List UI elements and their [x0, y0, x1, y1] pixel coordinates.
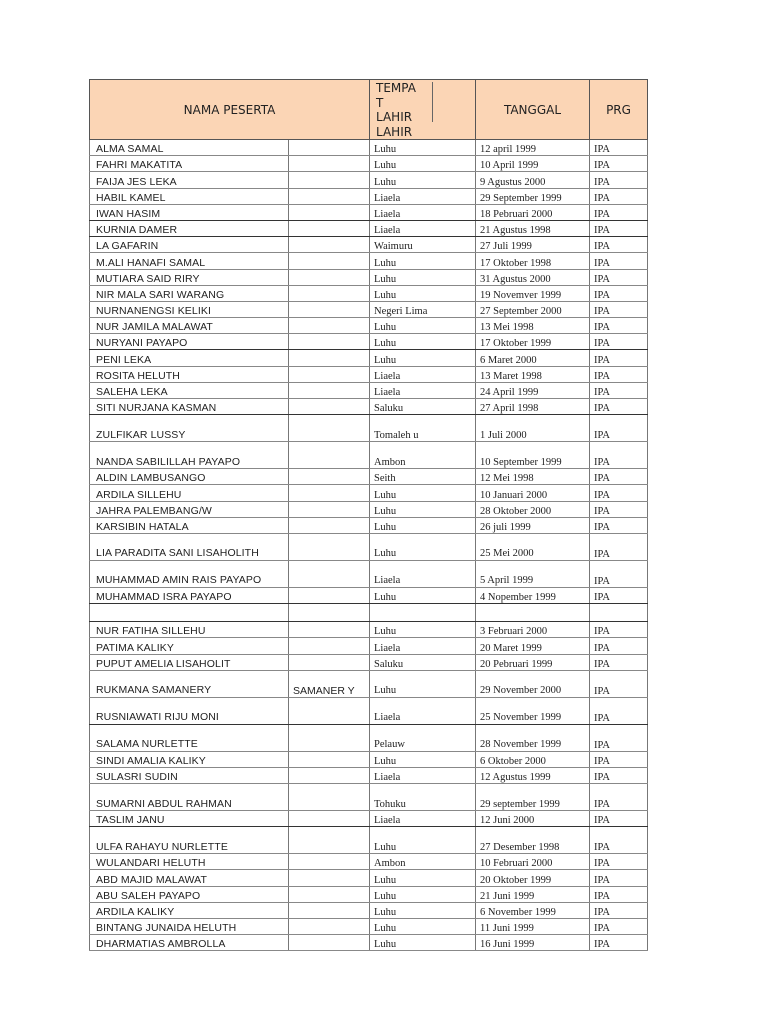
cell-date: 17 Oktober 1999 [476, 334, 590, 350]
table-row [90, 827, 648, 854]
table-row [90, 399, 648, 415]
cell-place: Luhu [370, 501, 476, 517]
cell-name: TASLIM JANU [90, 811, 289, 827]
cell-extra [289, 204, 370, 220]
cell-name: SINDI AMALIA KALIKY [90, 751, 289, 767]
cell-name: LA GAFARIN [90, 237, 289, 253]
cell-name: ARDILA SILLEHU [90, 485, 289, 501]
cell-prg: IPA [590, 767, 648, 783]
cell-name: NANDA SABILILLAH PAYAPO [90, 442, 289, 469]
cell-name: ALMA SAMAL [90, 140, 289, 156]
cell-place: Liaela [370, 220, 476, 236]
table-row [90, 253, 648, 269]
cell-prg: IPA [590, 334, 648, 350]
cell-place: Negeri Lima [370, 301, 476, 317]
cell-date: 13 Mei 1998 [476, 318, 590, 334]
cell-name: ULFA RAHAYU NURLETTE [90, 827, 289, 854]
table-row [90, 751, 648, 767]
table-row [90, 886, 648, 902]
cell-date: 9 Agustus 2000 [476, 172, 590, 188]
cell-date: 31 Agustus 2000 [476, 269, 590, 285]
cell-extra [289, 301, 370, 317]
table-row [90, 269, 648, 285]
cell-name: MUHAMMAD AMIN RAIS PAYAPO [90, 560, 289, 587]
cell-prg: IPA [590, 415, 648, 442]
cell-prg: IPA [590, 301, 648, 317]
cell-extra [289, 220, 370, 236]
cell-extra [289, 604, 370, 622]
cell-place: Luhu [370, 156, 476, 172]
table-row [90, 784, 648, 811]
cell-place: Liaela [370, 697, 476, 724]
cell-place: Luhu [370, 140, 476, 156]
cell-place: Ambon [370, 854, 476, 870]
table-row [90, 767, 648, 783]
cell-name: NURYANI PAYAPO [90, 334, 289, 350]
cell-date: 29 November 2000 [476, 670, 590, 697]
table-row [90, 366, 648, 382]
cell-prg: IPA [590, 366, 648, 382]
cell-date: 17 Oktober 1998 [476, 253, 590, 269]
cell-name: NUR FATIHA SILLEHU [90, 622, 289, 638]
participant-table [89, 79, 648, 951]
table-row [90, 140, 648, 156]
cell-extra [289, 533, 370, 560]
cell-extra [289, 366, 370, 382]
cell-prg: IPA [590, 399, 648, 415]
header-prg: PRG [590, 80, 648, 140]
table-row [90, 442, 648, 469]
cell-date: 26 juli 1999 [476, 517, 590, 533]
cell-extra [289, 350, 370, 366]
cell-place: Luhu [370, 622, 476, 638]
cell-place: Luhu [370, 334, 476, 350]
participant-sheet [89, 79, 647, 951]
cell-extra [289, 237, 370, 253]
table-body [90, 140, 648, 951]
cell-extra [289, 172, 370, 188]
cell-date: 29 September 1999 [476, 188, 590, 204]
cell-date: 12 april 1999 [476, 140, 590, 156]
cell-date: 27 Desember 1998 [476, 827, 590, 854]
cell-place: Luhu [370, 269, 476, 285]
cell-extra [289, 485, 370, 501]
cell-place: Liaela [370, 204, 476, 220]
cell-prg: IPA [590, 670, 648, 697]
cell-extra [289, 638, 370, 654]
cell-extra [289, 334, 370, 350]
cell-name: SALEHA LEKA [90, 382, 289, 398]
cell-name: M.ALI HANAFI SAMAL [90, 253, 289, 269]
cell-place: Luhu [370, 919, 476, 935]
cell-date: 6 November 1999 [476, 902, 590, 918]
cell-prg: IPA [590, 485, 648, 501]
cell-place: Luhu [370, 350, 476, 366]
cell-prg: IPA [590, 204, 648, 220]
table-row-empty [90, 604, 648, 622]
cell-name: KURNIA DAMER [90, 220, 289, 236]
cell-extra [289, 318, 370, 334]
cell-prg: IPA [590, 886, 648, 902]
cell-extra [289, 587, 370, 603]
cell-name: HABIL KAMEL [90, 188, 289, 204]
cell-name: RUKMANA SAMANERY [90, 670, 289, 697]
table-row [90, 382, 648, 398]
cell-date: 28 November 1999 [476, 724, 590, 751]
cell-place: Liaela [370, 366, 476, 382]
cell-prg: IPA [590, 517, 648, 533]
cell-place: Tohuku [370, 784, 476, 811]
cell-place: Luhu [370, 253, 476, 269]
cell-place: Liaela [370, 638, 476, 654]
cell-extra [289, 784, 370, 811]
table-row [90, 204, 648, 220]
cell-name: LIA PARADITA SANI LISAHOLITH [90, 533, 289, 560]
table-row [90, 638, 648, 654]
cell-prg: IPA [590, 172, 648, 188]
cell-prg: IPA [590, 382, 648, 398]
cell-date: 25 Mei 2000 [476, 533, 590, 560]
table-row [90, 220, 648, 236]
cell-date: 1 Juli 2000 [476, 415, 590, 442]
cell-date: 19 Novemver 1999 [476, 285, 590, 301]
cell-extra [289, 269, 370, 285]
cell-date: 6 Maret 2000 [476, 350, 590, 366]
cell-place: Luhu [370, 533, 476, 560]
cell-name: SULASRI SUDIN [90, 767, 289, 783]
cell-date: 20 Pebruari 1999 [476, 654, 590, 670]
table-row [90, 301, 648, 317]
header-place-line: TEMPA [376, 81, 416, 95]
header-place-line: LAHIR [376, 110, 413, 124]
cell-place: Saluku [370, 399, 476, 415]
cell-date: 6 Oktober 2000 [476, 751, 590, 767]
cell-extra [289, 919, 370, 935]
cell-extra [289, 517, 370, 533]
cell-prg: IPA [590, 318, 648, 334]
cell-place: Tomaleh u [370, 415, 476, 442]
table-row [90, 156, 648, 172]
cell-place: Luhu [370, 827, 476, 854]
cell-extra [289, 854, 370, 870]
cell-date: 3 Februari 2000 [476, 622, 590, 638]
cell-extra [289, 560, 370, 587]
cell-name: RUSNIAWATI RIJU MONI [90, 697, 289, 724]
cell-extra [289, 156, 370, 172]
cell-name: BINTANG JUNAIDA HELUTH [90, 919, 289, 935]
cell-name: NIR MALA SARI WARANG [90, 285, 289, 301]
cell-date: 20 Maret 1999 [476, 638, 590, 654]
cell-name: JAHRA PALEMBANG/W [90, 501, 289, 517]
cell-place: Luhu [370, 670, 476, 697]
cell-extra [289, 253, 370, 269]
cell-date: 16 Juni 1999 [476, 935, 590, 951]
cell-prg: IPA [590, 751, 648, 767]
cell-name: ALDIN LAMBUSANGO [90, 469, 289, 485]
cell-name: PENI LEKA [90, 350, 289, 366]
cell-prg: IPA [590, 285, 648, 301]
header-nama-peserta: NAMA PESERTA [90, 80, 370, 140]
cell-prg: IPA [590, 902, 648, 918]
cell-date: 25 November 1999 [476, 697, 590, 724]
cell-prg: IPA [590, 269, 648, 285]
cell-extra: SAMANER Y [289, 670, 370, 697]
table-row [90, 533, 648, 560]
cell-name: ZULFIKAR LUSSY [90, 415, 289, 442]
cell-place: Liaela [370, 560, 476, 587]
cell-place: Seith [370, 469, 476, 485]
cell-place: Liaela [370, 382, 476, 398]
table-row [90, 334, 648, 350]
cell-prg: IPA [590, 854, 648, 870]
header-place-line: T [376, 95, 384, 110]
table-row [90, 237, 648, 253]
table-row [90, 902, 648, 918]
cell-place: Saluku [370, 654, 476, 670]
cell-prg: IPA [590, 654, 648, 670]
cell-prg: IPA [590, 156, 648, 172]
cell-extra [289, 469, 370, 485]
cell-extra [289, 767, 370, 783]
cell-prg: IPA [590, 560, 648, 587]
cell-prg: IPA [590, 253, 648, 269]
cell-place: Luhu [370, 318, 476, 334]
cell-date: 21 Agustus 1998 [476, 220, 590, 236]
cell-prg: IPA [590, 638, 648, 654]
cell-date: 27 Juli 1999 [476, 237, 590, 253]
cell-prg: IPA [590, 469, 648, 485]
cell-extra [289, 442, 370, 469]
table-row [90, 854, 648, 870]
cell-prg: IPA [590, 784, 648, 811]
cell-prg: IPA [590, 697, 648, 724]
cell-extra [289, 382, 370, 398]
cell-prg: IPA [590, 622, 648, 638]
cell-place: Luhu [370, 485, 476, 501]
cell-prg: IPA [590, 442, 648, 469]
cell-place: Luhu [370, 751, 476, 767]
cell-prg: IPA [590, 827, 648, 854]
cell-extra [289, 886, 370, 902]
cell-extra [289, 811, 370, 827]
table-row [90, 517, 648, 533]
cell-date: 10 Februari 2000 [476, 854, 590, 870]
table-row [90, 811, 648, 827]
cell-place: Liaela [370, 811, 476, 827]
cell-prg: IPA [590, 237, 648, 253]
table-row [90, 285, 648, 301]
cell-date: 27 April 1998 [476, 399, 590, 415]
table-row [90, 622, 648, 638]
cell-name: WULANDARI HELUTH [90, 854, 289, 870]
cell-extra [289, 188, 370, 204]
table-row [90, 469, 648, 485]
cell-date: 12 Juni 2000 [476, 811, 590, 827]
cell-place: Liaela [370, 767, 476, 783]
cell-prg: IPA [590, 870, 648, 886]
table-header-row [90, 80, 648, 140]
cell-extra [289, 724, 370, 751]
header-tanggal: TANGGAL [476, 80, 590, 140]
cell-date: 18 Pebruari 2000 [476, 204, 590, 220]
cell-extra [289, 285, 370, 301]
header-place-line: LAHIR [376, 124, 413, 139]
table-row [90, 350, 648, 366]
cell-extra [289, 935, 370, 951]
cell-date: 10 April 1999 [476, 156, 590, 172]
cell-extra [289, 902, 370, 918]
cell-date: 10 September 1999 [476, 442, 590, 469]
cell-name: MUHAMMAD ISRA PAYAPO [90, 587, 289, 603]
header-tempat-lahir [370, 80, 476, 140]
cell-prg: IPA [590, 188, 648, 204]
cell-place: Luhu [370, 870, 476, 886]
cell-prg: IPA [590, 935, 648, 951]
cell-name: KARSIBIN HATALA [90, 517, 289, 533]
cell-place: Luhu [370, 886, 476, 902]
cell-prg: IPA [590, 587, 648, 603]
cell-date: 13 Maret 1998 [476, 366, 590, 382]
cell-extra [289, 501, 370, 517]
cell-name: SUMARNI ABDUL RAHMAN [90, 784, 289, 811]
table-row [90, 501, 648, 517]
cell-place: Luhu [370, 587, 476, 603]
cell-date: 27 September 2000 [476, 301, 590, 317]
cell-prg: IPA [590, 533, 648, 560]
cell-prg: IPA [590, 220, 648, 236]
table-row [90, 172, 648, 188]
cell-date: 12 Agustus 1999 [476, 767, 590, 783]
cell-name: FAIJA JES LEKA [90, 172, 289, 188]
cell-place: Ambon [370, 442, 476, 469]
cell-place [370, 604, 476, 622]
cell-date: 11 Juni 1999 [476, 919, 590, 935]
cell-date: 5 April 1999 [476, 560, 590, 587]
cell-name: SALAMA NURLETTE [90, 724, 289, 751]
cell-extra [289, 415, 370, 442]
table-row [90, 485, 648, 501]
cell-name: IWAN HASIM [90, 204, 289, 220]
table-row [90, 654, 648, 670]
cell-prg: IPA [590, 140, 648, 156]
table-row [90, 919, 648, 935]
table-row [90, 697, 648, 724]
cell-name: NURNANENGSI KELIKI [90, 301, 289, 317]
cell-name: ABU SALEH PAYAPO [90, 886, 289, 902]
cell-place: Liaela [370, 188, 476, 204]
cell-name: NUR JAMILA MALAWAT [90, 318, 289, 334]
cell-name: SITI NURJANA KASMAN [90, 399, 289, 415]
table-row [90, 415, 648, 442]
cell-date: 29 september 1999 [476, 784, 590, 811]
cell-date: 21 Juni 1999 [476, 886, 590, 902]
cell-extra [289, 654, 370, 670]
cell-date: 28 Oktober 2000 [476, 501, 590, 517]
cell-name [90, 604, 289, 622]
table-row [90, 560, 648, 587]
cell-prg: IPA [590, 919, 648, 935]
cell-prg [590, 604, 648, 622]
cell-name: PUPUT AMELIA LISAHOLIT [90, 654, 289, 670]
cell-extra [289, 870, 370, 886]
cell-date: 4 Nopember 1999 [476, 587, 590, 603]
table-row [90, 670, 648, 697]
table-row [90, 188, 648, 204]
cell-extra [289, 140, 370, 156]
cell-extra [289, 827, 370, 854]
cell-date [476, 604, 590, 622]
cell-name: DHARMATIAS AMBROLLA [90, 935, 289, 951]
cell-place: Luhu [370, 902, 476, 918]
cell-extra [289, 697, 370, 724]
cell-date: 10 Januari 2000 [476, 485, 590, 501]
cell-date: 20 Oktober 1999 [476, 870, 590, 886]
cell-date: 12 Mei 1998 [476, 469, 590, 485]
cell-name: MUTIARA SAID RIRY [90, 269, 289, 285]
cell-extra [289, 399, 370, 415]
cell-place: Waimuru [370, 237, 476, 253]
table-row [90, 587, 648, 603]
header-inner-divider [432, 82, 433, 122]
table-row [90, 870, 648, 886]
cell-name: PATIMA KALIKY [90, 638, 289, 654]
cell-place: Luhu [370, 935, 476, 951]
cell-date: 24 April 1999 [476, 382, 590, 398]
cell-name: ABD MAJID MALAWAT [90, 870, 289, 886]
cell-place: Pelauw [370, 724, 476, 751]
cell-name: ARDILA KALIKY [90, 902, 289, 918]
cell-prg: IPA [590, 350, 648, 366]
table-row [90, 318, 648, 334]
cell-name: FAHRI MAKATITA [90, 156, 289, 172]
cell-place: Luhu [370, 285, 476, 301]
table-row [90, 724, 648, 751]
cell-extra [289, 622, 370, 638]
cell-place: Luhu [370, 172, 476, 188]
cell-extra [289, 751, 370, 767]
cell-place: Luhu [370, 517, 476, 533]
cell-name: ROSITA HELUTH [90, 366, 289, 382]
cell-prg: IPA [590, 811, 648, 827]
table-row [90, 935, 648, 951]
cell-prg: IPA [590, 724, 648, 751]
cell-prg: IPA [590, 501, 648, 517]
